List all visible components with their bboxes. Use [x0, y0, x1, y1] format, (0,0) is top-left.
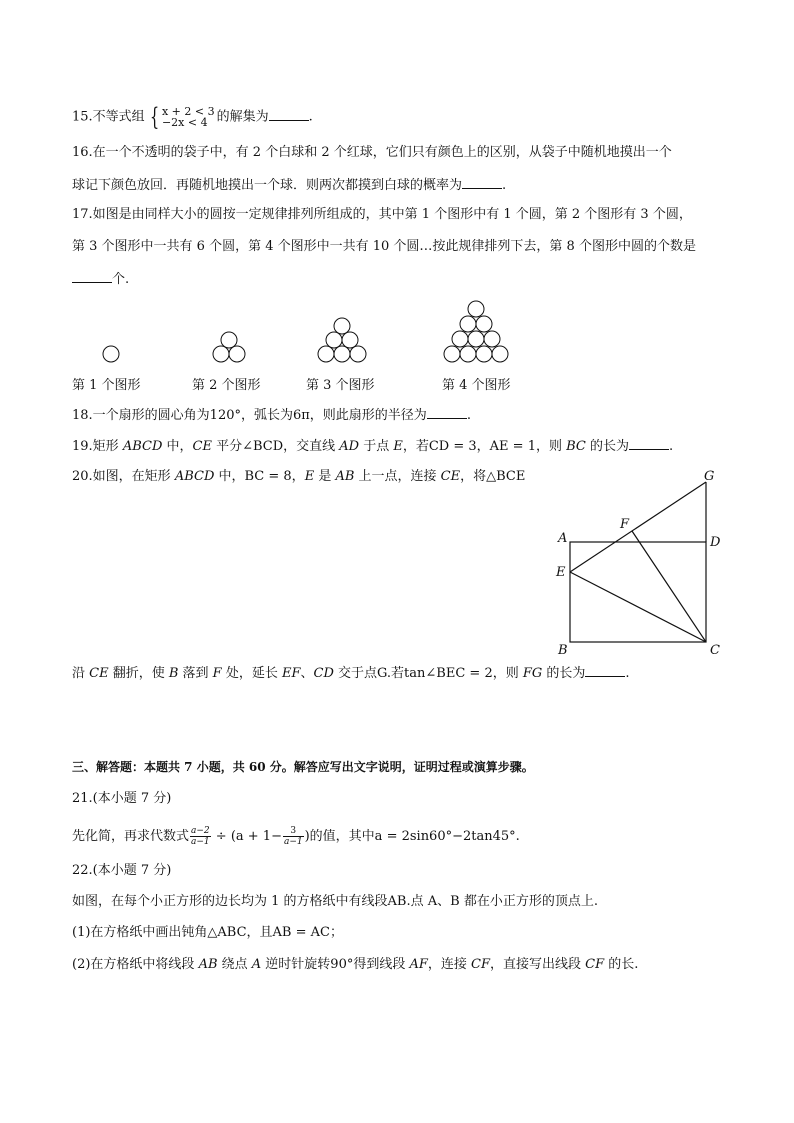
segment-fc — [632, 531, 706, 642]
question-17-line-2: 第 3 个图形中一共有 6 个圆，第 4 个图形中一共有 10 个圆…按此规律排列下去，第 8 个图形中圆的个数是 — [72, 239, 696, 254]
question-22-line-1: 如图，在每个小正方形的边长均为 1 的方格纸中有线段AB.点 A、B 都在小正方形的顶点上. — [72, 894, 598, 909]
q22-text: ，直接写出线段 — [490, 957, 586, 972]
q17-suffix: 个. — [112, 272, 130, 287]
answer-blank — [585, 664, 625, 677]
q20-b: B — [168, 666, 179, 681]
point-label-c: C — [710, 643, 720, 658]
answer-blank — [629, 437, 669, 450]
q18-text: 18.一个扇形的圆心角为120°，弧长为6π，则此扇形的半径为 — [72, 408, 427, 423]
pattern-circle — [334, 318, 350, 334]
pattern-circle — [468, 331, 484, 347]
rectangle-fold-figure — [552, 462, 752, 662]
question-20-line-2 — [72, 664, 630, 683]
q20-text: 沿 — [72, 666, 90, 681]
q22-cf: CF — [585, 957, 605, 972]
figure-label-2: 第 2 个图形 — [192, 378, 261, 393]
q19-text: 19.矩形 — [72, 439, 123, 454]
q16-end: . — [502, 178, 507, 193]
point-label-g: G — [704, 469, 715, 484]
point-label-f: F — [620, 517, 630, 532]
inequality-system — [147, 103, 215, 131]
pattern-circle — [484, 331, 500, 347]
q20-text: 处，延长 — [221, 666, 282, 681]
q22-text: (2)在方格纸中将线段 — [72, 957, 199, 972]
pattern-circle — [318, 346, 334, 362]
q22-af: AF — [409, 957, 428, 972]
q20-ef: EF — [281, 666, 301, 681]
q20-abcd: ABCD — [174, 469, 215, 484]
q22-ab: AB — [198, 957, 218, 972]
pattern-circle — [342, 332, 358, 348]
question-21-header: 21.(本小题 7 分) — [72, 791, 172, 806]
point-label-e: E — [556, 565, 566, 580]
fraction-denominator: a−1 — [191, 837, 210, 847]
q20-text: ，将△BCE — [460, 469, 526, 484]
figure-label-4: 第 4 个图形 — [442, 378, 511, 393]
q20-text: 交于点G.若tan∠BEC = 2，则 — [333, 666, 523, 681]
fraction-2 — [283, 826, 304, 847]
q20-text: 落到 — [178, 666, 213, 681]
fraction-denominator: a−1 — [283, 837, 303, 847]
question-21-body — [72, 826, 520, 847]
segment-ec — [570, 572, 706, 642]
q15-end: . — [308, 109, 313, 125]
brace-icon: { — [149, 103, 159, 131]
q19-abcd: ABCD — [122, 439, 163, 454]
pattern-circle — [334, 346, 350, 362]
answer-blank — [427, 406, 467, 419]
question-15 — [72, 103, 313, 131]
q19-end: . — [669, 439, 674, 454]
q19-text: 于点 — [359, 439, 394, 454]
pattern-circle — [229, 346, 245, 362]
q20-e: E — [304, 469, 315, 484]
segment-eg — [570, 482, 706, 572]
question-17-line-3 — [72, 270, 129, 289]
question-18 — [72, 406, 471, 425]
question-20-line-1 — [72, 468, 525, 486]
q20-ce: CE — [89, 666, 109, 681]
question-19 — [72, 437, 673, 456]
circle-pattern-figures — [0, 295, 794, 375]
inequality-row-2: −2x < 4 — [161, 116, 208, 129]
fraction-numerator: a−2 — [191, 826, 210, 836]
q20-ce: CE — [440, 469, 461, 484]
pattern-circle — [452, 331, 468, 347]
q20-text: 、 — [300, 666, 314, 681]
pattern-circle — [221, 332, 237, 348]
q19-text: 的长为 — [585, 439, 629, 454]
answer-blank — [269, 108, 309, 121]
q20-text: 是 — [314, 469, 336, 484]
pattern-circle — [326, 332, 342, 348]
q20-text: 的长为 — [542, 666, 586, 681]
pattern-circle — [476, 346, 492, 362]
answer-blank — [462, 176, 502, 189]
q20-ab: AB — [335, 469, 355, 484]
q19-text: 中， — [162, 439, 193, 454]
q16-text: 球记下颜色放回．再随机地摸出一个球．则两次都摸到白球的概率为 — [72, 178, 463, 193]
pattern-circle — [468, 301, 484, 317]
question-16-line-1: 16.在一个不透明的袋子中，有 2 个白球和 2 个红球，它们只有颜色上的区别，从袋子中随机地摸出一个 — [72, 145, 672, 160]
q22-text: 绕点 — [217, 957, 252, 972]
section-3-heading: 三、解答题：本题共 7 小题，共 60 分。解答应写出文字说明，证明过程或演算步骤。 — [72, 760, 534, 774]
q21-text: ÷ (a + 1− — [211, 829, 282, 844]
figure-label-3: 第 3 个图形 — [306, 378, 375, 393]
q22-text: 逆时针旋转90°得到线段 — [261, 957, 410, 972]
pattern-circle — [460, 346, 476, 362]
q19-bc: BC — [566, 439, 586, 454]
inequality-row-1: x + 2 < 3 — [161, 105, 215, 118]
q20-text: 上一点，连接 — [354, 469, 441, 484]
point-label-a: A — [558, 531, 568, 546]
q20-end: . — [625, 666, 630, 681]
rectangle-abcd — [570, 542, 706, 642]
pattern-circle — [476, 316, 492, 332]
q21-text: 先化简，再求代数式 — [72, 829, 190, 844]
q20-text: 20.如图，在矩形 — [72, 469, 175, 484]
q19-ad: AD — [339, 439, 360, 454]
pattern-circle — [460, 316, 476, 332]
q15-suffix: 的解集为 — [216, 109, 269, 125]
q20-text: 中，BC = 8， — [214, 469, 305, 484]
question-22-line-2: (1)在方格纸中画出钝角△ABC，且AB = AC； — [72, 925, 343, 940]
q20-f: F — [212, 666, 222, 681]
q19-text: 平分∠BCD，交直线 — [211, 439, 340, 454]
q20-text: 翻折，使 — [108, 666, 169, 681]
q22-text: 的长. — [604, 957, 639, 972]
pattern-circle — [103, 346, 119, 362]
fraction-numerator: 3 — [283, 826, 304, 837]
point-label-d: D — [710, 535, 721, 550]
question-22-header: 22.(本小题 7 分) — [72, 863, 172, 878]
q19-text: ，若CD = 3，AE = 1，则 — [402, 439, 567, 454]
q20-cd: CD — [313, 666, 334, 681]
pattern-circle — [213, 346, 229, 362]
question-17-line-1: 17.如图是由同样大小的圆按一定规律排列所组成的，其中第 1 个图形中有 1 个圆，第 2 个图形有 3 个圆， — [72, 207, 692, 222]
pattern-circle — [350, 346, 366, 362]
q19-ce: CE — [192, 439, 212, 454]
q21-text: )的值，其中a = 2sin60°−2tan45°. — [304, 829, 520, 844]
answer-blank — [72, 270, 112, 283]
pattern-circle — [492, 346, 508, 362]
q18-end: . — [466, 408, 471, 423]
figure-label-1: 第 1 个图形 — [72, 378, 141, 393]
q22-a: A — [251, 957, 262, 972]
point-label-b: B — [558, 643, 568, 658]
question-22-line-3 — [72, 956, 638, 974]
q22-cf: CF — [471, 957, 491, 972]
question-16-line-2 — [72, 176, 506, 195]
q22-text: ，连接 — [427, 957, 472, 972]
q20-fg: FG — [522, 666, 543, 681]
pattern-circle — [444, 346, 460, 362]
q15-prefix: 15.不等式组 — [72, 109, 145, 125]
q19-e: E — [393, 439, 403, 454]
fraction-1 — [190, 826, 211, 847]
